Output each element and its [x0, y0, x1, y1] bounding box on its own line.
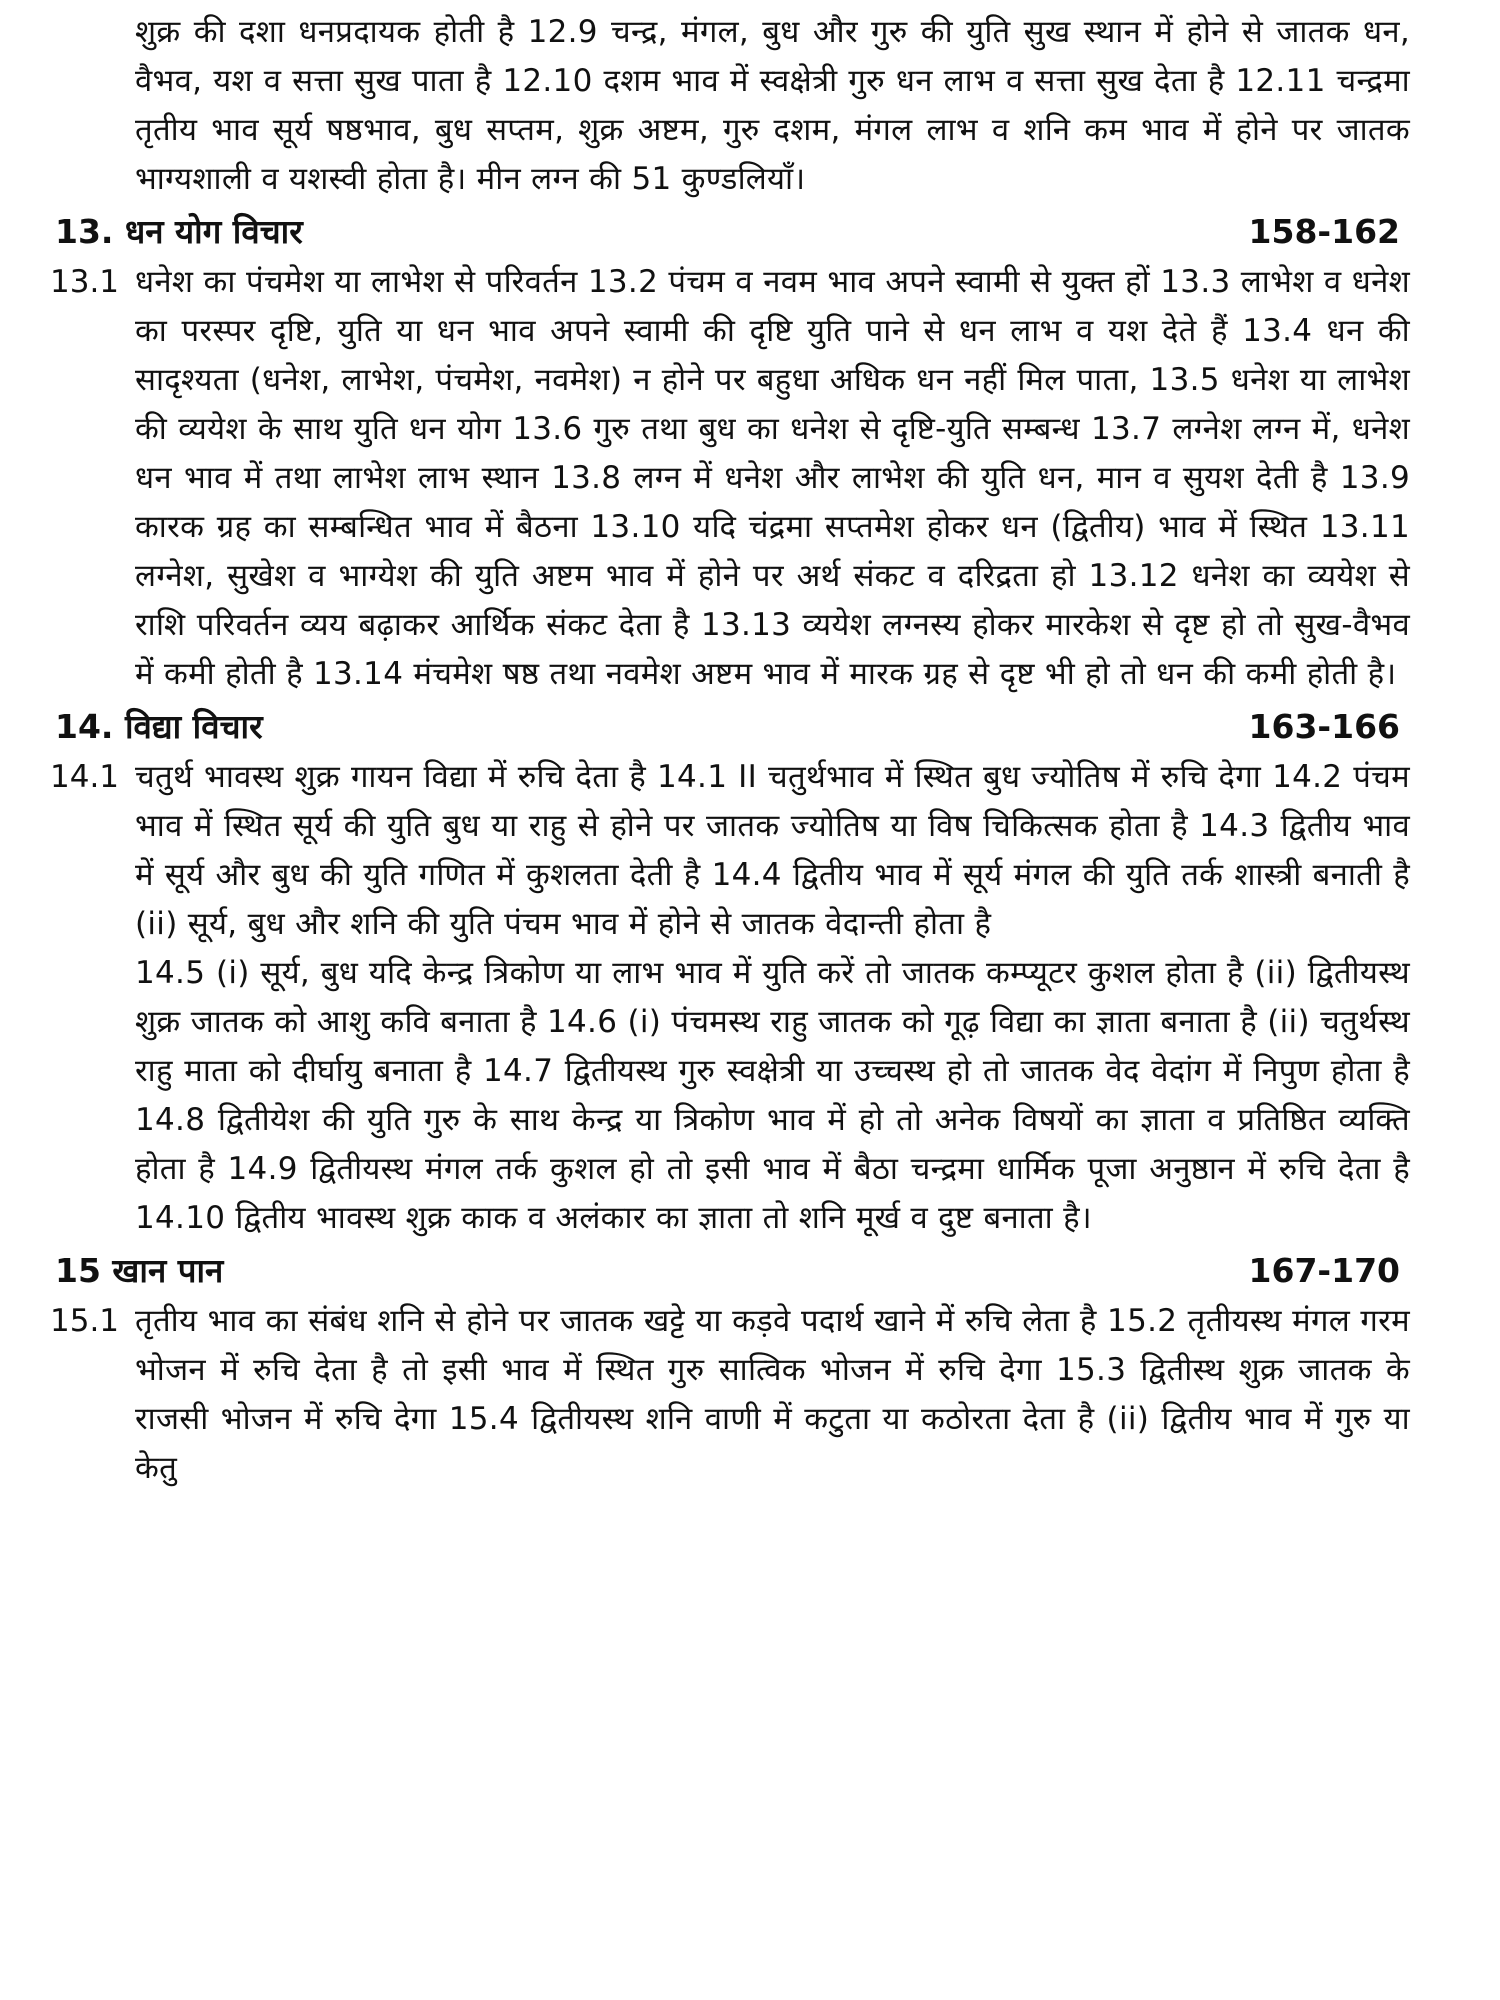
item-number: 14.1 [50, 759, 120, 795]
section-body-15 [50, 1297, 1410, 1493]
section-body-13 [50, 258, 1410, 699]
intro-paragraph: शुक्र की दशा धनप्रदायक होती है 12.9 चन्द्र, मंगल, बुध और गुरु की युति सुख स्थान में होने से जातक धन, वैभव, यश व सत्ता सुख पाता है 12.10 दशम भाव में स्वक्षेत्री गुरु धन लाभ व सत्ता सुख देता है 12.11 चन्द्रमा तृतीय भाव सूर्य षष्ठभाव, बुध सप्तम, शुक्र अष्टम, गुरु दशम, मंगल लाभ व शनि कम भाव में होने पर जातक भाग्यशाली व यशस्वी होता है। मीन लग्न की 51 कुण्डलियाँ। [135, 14, 1410, 197]
section-title: 15 खान पान [55, 1251, 224, 1290]
item-number: 15.1 [50, 1303, 120, 1339]
section-paragraph: धनेश का पंचमेश या लाभेश से परिवर्तन 13.2 पंचम व नवम भाव अपने स्वामी से युक्त हों 13.3 लाभेश व धनेश का परस्पर दृष्टि, युति या धन भाव अपने स्वामी की दृष्टि युति पाने से धन लाभ व यश देते हैं 13.4 धन की सादृश्यता (धनेश, लाभेश, पंचमेश, नवमेश) न होने पर बहुधा अधिक धन नहीं मिल पाता, 13.5 धनेश या लाभेश की व्ययेश के साथ युति धन योग 13.6 गुरु तथा बुध का धनेश से दृष्टि-युति सम्बन्ध 13.7 लग्नेश लग्न में, धनेश धन भाव में तथा लाभेश लाभ स्थान 13.8 लग्न में धनेश और लाभेश की युति धन, मान व सुयश देती है 13.9 कारक ग्रह का सम्बन्धित भाव में बैठना 13.10 यदि चंद्रमा सप्तमेश होकर धन (द्वितीय) भाव में स्थित 13.11 लग्नेश, सुखेश व भाग्येश की युति अष्टम भाव में होने पर अर्थ संकट व दरिद्रता हो 13.12 धनेश का व्ययेश से राशि परिवर्तन व्यय बढ़ाकर आर्थिक संकट देता है 13.13 व्ययेश लग्नस्य होकर मारकेश से दृष्ट हो तो सुख-वैभव में कमी होती है 13.14 मंचमेश षष्ठ तथा नवमेश अष्टम भाव में मारक ग्रह से दृष्ट भी हो तो धन की कमी होती है। [135, 264, 1410, 692]
page-range: 158-162 [1248, 212, 1400, 251]
page-range: 163-166 [1248, 707, 1400, 746]
section-paragraph-continued: 14.5 (i) सूर्य, बुध यदि केन्द्र त्रिकोण या लाभ भाव में युति करें तो जातक कम्प्यूटर कुशल होता है (ii) द्वितीयस्थ शुक्र जातक को आशु कवि बनाता है 14.6 (i) पंचमस्थ राहु जातक को गूढ़ विद्या का ज्ञाता बनाता है (ii) चतुर्थस्थ राहु माता को दीर्घायु बनाता है 14.7 द्वितीयस्थ गुरु स्वक्षेत्री या उच्चस्थ हो तो जातक वेद वेदांग में निपुण होता है 14.8 द्वितीयेश की युति गुरु के साथ केन्द्र या त्रिकोण भाव में हो तो अनेक विषयों का ज्ञाता व प्रतिष्ठित व्यक्ति होता है 14.9 द्वितीयस्थ मंगल तर्क कुशल हो तो इसी भाव में बैठा चन्द्रमा धार्मिक पूजा अनुष्ठान में रुचि देता है 14.10 द्वितीय भावस्थ शुक्र काक व अलंकार का ज्ञाता तो शनि मूर्ख व दुष्ट बनाता है। [135, 955, 1410, 1236]
section-heading-14 [55, 701, 1410, 753]
section-paragraph: चतुर्थ भावस्थ शुक्र गायन विद्या में रुचि देता है 14.1 II चतुर्थभाव में स्थित बुध ज्योतिष में रुचि देगा 14.2 पंचम भाव में स्थित सूर्य की युति बुध या राहु से होने पर जातक ज्योतिष या विष चिकित्सक होता है 14.3 द्वितीय भाव में सूर्य और बुध की युति गणित में कुशलता देती है 14.4 द्वितीय भाव में सूर्य मंगल की युति तर्क शास्त्री बनाती है (ii) सूर्य, बुध और शनि की युति पंचम भाव में होने से जातक वेदान्ती होता है [135, 759, 1410, 942]
section-body-14 [50, 753, 1410, 1243]
section-paragraph: तृतीय भाव का संबंध शनि से होने पर जातक खट्टे या कड़वे पदार्थ खाने में रुचि लेता है 15.2 तृतीयस्थ मंगल गरम भोजन में रुचि देता है तो इसी भाव में स्थित गुरु सात्विक भोजन में रुचि देगा 15.3 द्वितीस्थ शुक्र जातक के राजसी भोजन में रुचि देगा 15.4 द्वितीयस्थ शनि वाणी में कटुता या कठोरता देता है (ii) द्वितीय भाव में गुरु या केतु [135, 1303, 1410, 1486]
section-heading-15 [55, 1245, 1410, 1297]
item-number: 13.1 [50, 264, 120, 300]
page-range: 167-170 [1248, 1251, 1400, 1290]
section-title: 13. धन योग विचार [55, 212, 303, 251]
section-title: 14. विद्या विचार [55, 707, 263, 746]
section-heading-13 [55, 206, 1410, 258]
document-page [50, 8, 1410, 1493]
